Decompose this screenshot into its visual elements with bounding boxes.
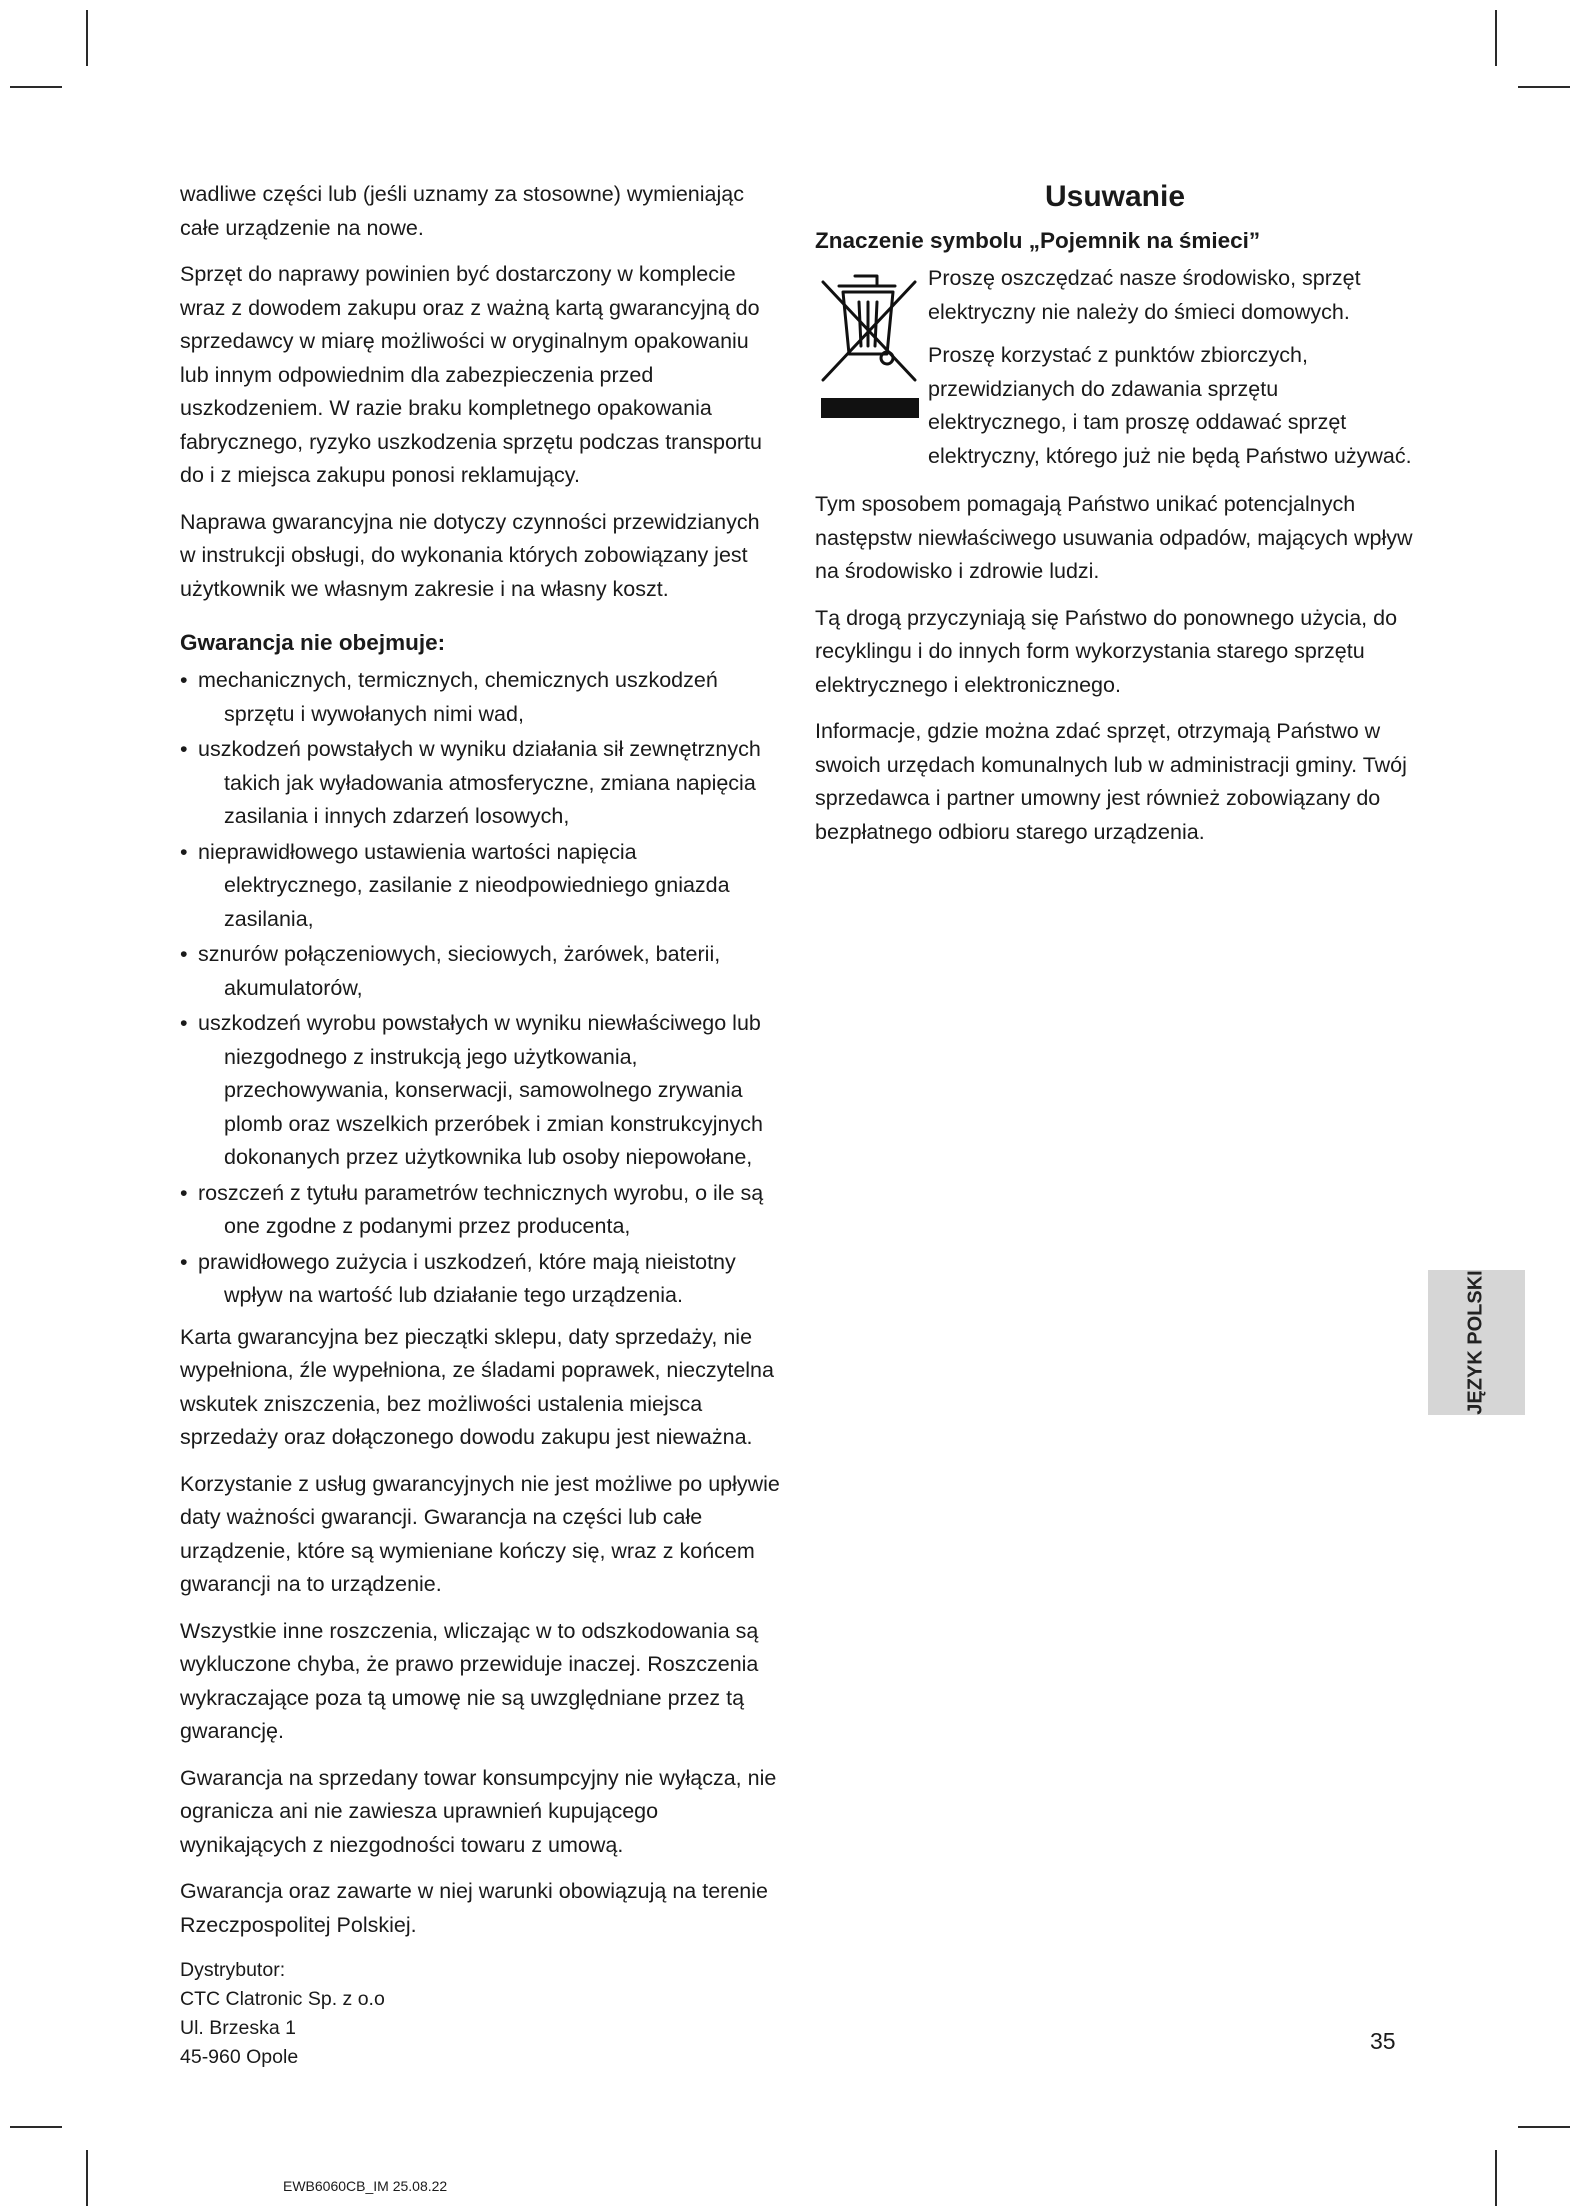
list-item: • mechanicznych, termicznych, chemicznych uszkodzeń sprzętu i wywołanych nimi wad, bbox=[180, 664, 780, 731]
symbol-block bbox=[815, 262, 1415, 482]
exclusions-heading: Gwarancja nie obejmuje: bbox=[180, 630, 446, 655]
list-item: • nieprawidłowego ustawienia wartości napięcia elektrycznego, zasilanie z nieodpowiedniego gniazda zasilania, bbox=[180, 836, 780, 937]
paragraph: Tą drogą przyczyniają się Państwo do ponownego użycia, do recyklingu i do innych form wykorzystania starego sprzętu elektrycznego i elektronicznego. bbox=[815, 605, 1398, 697]
paragraph: Proszę korzystać z punktów zbiorczych, przewidzianych do zdawania sprzętu elektrycznego, i tam proszę oddawać sprzęt elektryczny, którego już nie będą Państwo używać. bbox=[928, 343, 1412, 468]
paragraph: wadliwe części lub (jeśli uznamy za stosowne) wymieniając całe urządzenie na nowe. bbox=[180, 182, 744, 240]
section-title: Usuwanie bbox=[1044, 180, 1186, 213]
symbol-heading: Znaczenie symbolu „Pojemnik na śmieci” bbox=[815, 228, 1261, 253]
paragraph: Korzystanie z usług gwarancyjnych nie jest możliwe po upływie daty ważności gwarancji. Gwarancja na części lub całe urządzenie, które są wymieniane kończy się, wraz z końcem gwarancji na to urządzenie. bbox=[180, 1471, 780, 1596]
language-tab-label: JĘZYK POLSKI bbox=[1465, 1270, 1488, 1415]
exclusions-list bbox=[180, 664, 780, 1313]
paragraph: Naprawa gwarancyjna nie dotyczy czynności przewidzianych w instrukcji obsługi, do wykonania których zobowiązany jest użytkownik we własnym zakresie i na własny koszt. bbox=[180, 509, 760, 601]
list-item: • prawidłowego zużycia i uszkodzeń, które mają nieistotny wpływ na wartość lub działanie tego urządzenia. bbox=[180, 1246, 780, 1313]
distributor-street: Ul. Brzeska 1 bbox=[180, 2017, 296, 2039]
paragraph: Sprzęt do naprawy powinien być dostarczony w komplecie wraz z dowodem zakupu oraz z ważną kartą gwarancyjną do sprzedawcy w miarę możliwości w oryginalnym opakowaniu lub innym odpowiednim dla zabezpieczenia przed uszkodzeniem. W razie braku kompletnego opakowania fabrycznego, ryzyko uszkodzenia sprzętu podczas transportu do i z miejsca zakupu ponosi reklamujący. bbox=[180, 262, 762, 487]
language-tab bbox=[1428, 1270, 1525, 1415]
paragraph: Informacje, gdzie można zdać sprzęt, otrzymają Państwo w swoich urzędach komunalnych lub w administracji gminy. Twój sprzedawca i partner umowny jest również zobowiązany do bezpłatnego odbioru starego urządzenia. bbox=[815, 719, 1407, 844]
paragraph: Wszystkie inne roszczenia, wliczając w to odszkodowania są wykluczone chyba, że prawo przewiduje inaczej. Roszczenia wykraczające poza tą umowę nie są uwzględniane przez tą gwarancję. bbox=[180, 1618, 759, 1743]
distributor-city: 45-960 Opole bbox=[180, 2046, 299, 2068]
distributor-address bbox=[180, 1956, 780, 2072]
crop-mark bbox=[86, 10, 88, 66]
paragraph: Tym sposobem pomagają Państwo unikać potencjalnych następstw niewłaściwego usuwania odpadów, mających wpływ na środowisko i zdrowie ludzi. bbox=[815, 492, 1413, 583]
paragraph: Proszę oszczędzać nasze środowisko, sprzęt elektryczny nie należy do śmieci domowych. bbox=[928, 266, 1361, 324]
crossed-bin-icon bbox=[815, 262, 923, 424]
list-item: • uszkodzeń powstałych w wyniku działania sił zewnętrznych takich jak wyładowania atmosferyczne, zmiana napięcia zasilania i innych zdarzeń losowych, bbox=[180, 733, 780, 834]
footer-code: EWB6060CB_IM 25.08.22 bbox=[283, 2178, 448, 2194]
page-number: 35 bbox=[1370, 2028, 1396, 2054]
paragraph: Gwarancja oraz zawarte w niej warunki obowiązują na terenie Rzeczpospolitej Polskiej. bbox=[180, 1879, 768, 1937]
crop-mark bbox=[1495, 2150, 1497, 2206]
paragraph: Gwarancja na sprzedany towar konsumpcyjny nie wyłącza, nie ogranicza ani nie zawiesza uprawnień kupującego wynikających z niezgodności towaru z umową. bbox=[180, 1765, 777, 1857]
list-item: • sznurów połączeniowych, sieciowych, żarówek, baterii, akumulatorów, bbox=[180, 938, 780, 1005]
crop-mark bbox=[86, 2150, 88, 2206]
paragraph: Karta gwarancyjna bez pieczątki sklepu, daty sprzedaży, nie wypełniona, źle wypełniona, ze śladami poprawek, nieczytelna wskutek zniszczenia, bez możliwości ustalenia miejsca sprzedaży oraz dołączonego dowodu zakupu jest nieważna. bbox=[180, 1324, 774, 1449]
crop-mark bbox=[10, 86, 62, 88]
crop-mark bbox=[10, 2126, 62, 2128]
crop-mark bbox=[1518, 2126, 1570, 2128]
crop-mark bbox=[1495, 10, 1497, 66]
disposal-column bbox=[815, 178, 1415, 862]
distributor-company: CTC Clatronic Sp. z o.o bbox=[180, 1988, 385, 2010]
distributor-label: Dystrybutor: bbox=[180, 1959, 286, 1981]
crop-mark bbox=[1518, 86, 1570, 88]
warranty-column bbox=[180, 178, 780, 2072]
list-item: • uszkodzeń wyrobu powstałych w wyniku niewłaściwego lub niezgodnego z instrukcją jego użytkowania, przechowywania, konserwacji, samowolnego zrywania plomb oraz wszelkich przeróbek i zmian konstrukcyjnych dokonanych przez użytkownika lub osoby niepowołane, bbox=[180, 1007, 780, 1175]
list-item: • roszczeń z tytułu parametrów technicznych wyrobu, o ile są one zgodne z podanymi przez producenta, bbox=[180, 1177, 780, 1244]
